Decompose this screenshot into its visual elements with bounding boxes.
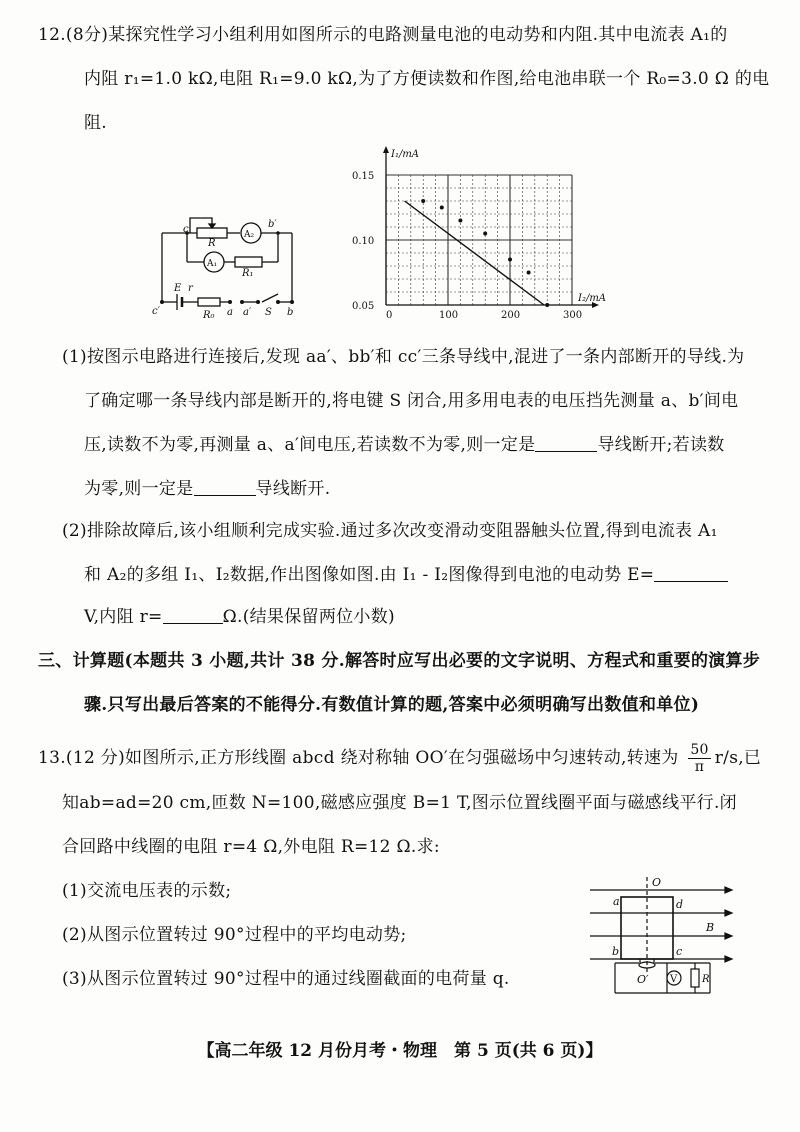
q12-line2: 内阻 r₁=1.0 kΩ,电阻 R₁=9.0 kΩ,为了方便读数和作图,给电池串联一个 R₀=3.0 Ω 的电: [84, 69, 770, 89]
label-c-coil: c: [676, 945, 683, 958]
q13-sub3: (3)从图示位置转过 90°过程中的通过线圈截面的电荷量 q.: [62, 969, 510, 989]
q12-line1: 12.(8分)某探究性学习小组利用如图所示的电路测量电池的电动势和内阻.其中电流表 A₁的: [38, 25, 728, 45]
q12-p1-line4b: 导线断开.: [255, 479, 331, 499]
data-point: [545, 303, 549, 307]
label-r: r: [188, 283, 193, 294]
q12-p2-line3b: Ω.(结果保留两位小数): [222, 607, 395, 627]
label-S: S: [265, 307, 272, 318]
y-tick-label: 0.15: [352, 171, 375, 182]
x-tick-label: 100: [439, 310, 459, 320]
label-R-ext: R: [702, 974, 710, 985]
label-a-prime: a′: [243, 307, 252, 318]
i1-i2-chart: [350, 145, 625, 320]
fraction-denominator: π: [694, 759, 705, 775]
answer-blank-1[interactable]: [535, 435, 597, 452]
q12-p2-line3: [84, 606, 395, 628]
data-point: [421, 199, 425, 203]
rotation-fraction: [688, 742, 710, 775]
q13-line3: 合回路中线圈的电阻 r=4 Ω,外电阻 R=12 Ω.求:: [62, 837, 440, 857]
q12-p2-line1: (2)排除故障后,该小组顺利完成实验.通过多次改变滑动变阻器触头位置,得到电流表 A₁: [62, 521, 718, 541]
answer-blank-emf[interactable]: [654, 565, 728, 582]
y-tick-label: 0.05: [352, 301, 375, 312]
label-c: c: [183, 224, 189, 235]
q12-p1-line4a: 为零,则一定是: [84, 479, 194, 499]
data-point: [440, 206, 444, 210]
data-point: [483, 232, 487, 236]
q13-line1b: r/s,已: [714, 748, 762, 768]
answer-blank-2[interactable]: [194, 479, 256, 496]
data-point: [508, 258, 512, 262]
q13-line1: [38, 742, 761, 775]
q13-line2: 知ab=ad=20 cm,匝数 N=100,磁感应强度 B=1 T,图示位置线圈平面与磁感线平行.闭: [62, 793, 737, 813]
label-b-coil: b: [612, 945, 620, 958]
label-a: a: [227, 307, 233, 318]
q12-p2-line2: [84, 564, 728, 586]
answer-blank-r[interactable]: [163, 607, 223, 624]
label-R1: R₁: [242, 268, 254, 279]
section3-line2: 骤.只写出最后答案的不能得分.有数值计算的题,答案中必须明确写出数值和单位): [84, 695, 700, 715]
q12-p1-line3: [84, 434, 725, 456]
label-d-coil: d: [676, 898, 684, 911]
coil-figure: [585, 875, 735, 1000]
label-R0: R₀: [203, 310, 215, 321]
section3-line1: 三、计算题(本题共 3 小题,共计 38 分.解答时应写出必要的文字说明、方程式和重要的演算步: [38, 651, 761, 671]
label-E: E: [174, 283, 182, 294]
q12-line3: 阻.: [84, 113, 108, 133]
label-O-prime: O′: [637, 973, 649, 986]
y-tick-label: 0.10: [352, 236, 375, 247]
label-b-prime: b′: [268, 219, 277, 230]
label-b: b: [287, 307, 294, 318]
fraction-numerator: 50: [690, 742, 709, 758]
label-O: O: [652, 876, 662, 889]
label-A1: A₁: [207, 259, 218, 269]
x-tick-label: 300: [563, 310, 583, 320]
q12-p2-line3a: V,内阻 r=: [84, 607, 163, 627]
x-axis-label: I₂/mA: [578, 293, 607, 304]
q13-sub2: (2)从图示位置转过 90°过程中的平均电动势;: [62, 925, 407, 945]
data-point: [458, 219, 462, 223]
label-a-coil: a: [613, 895, 620, 908]
label-A2: A₂: [244, 230, 255, 240]
q12-p1-line3a: 压,读数不为零,再测量 a、a′间电压,若读数不为零,则一定是: [84, 435, 536, 455]
label-c-prime: c′: [152, 306, 160, 317]
data-point: [527, 271, 531, 275]
q12-p1-line2: 了确定哪一条导线内部是断开的,将电键 S 闭合,用多用电表的电压挡先测量 a、b′间电: [84, 391, 739, 411]
x-tick-label: 200: [501, 310, 521, 320]
q12-p1-line4: [84, 478, 330, 500]
q12-p1-line1: (1)按图示电路进行连接后,发现 aa′、bb′和 cc′三条导线中,混进了一条内部断开的导线.为: [62, 347, 745, 367]
y-axis-arrow: [383, 146, 389, 153]
label-R: R: [208, 238, 216, 249]
y-axis-label: I₁/mA: [391, 149, 420, 160]
q12-p1-line3b: 导线断开;若读数: [597, 435, 725, 455]
page-footer: 【高二年级 12 月份月考・物理 第 5 页(共 6 页)】: [197, 1041, 603, 1061]
label-V: V: [670, 974, 678, 985]
q13-line1a: 13.(12 分)如图所示,正方形线圈 abcd 绕对称轴 OO′在匀强磁场中匀速转动,转速为: [38, 748, 679, 768]
x-tick-label: 0: [386, 310, 393, 320]
circuit-diagram: [150, 205, 310, 325]
label-B-field: B: [706, 921, 715, 934]
q13-sub1: (1)交流电压表的示数;: [62, 881, 232, 901]
q12-p2-line2-text: 和 A₂的多组 I₁、I₂数据,作出图像如图.由 I₁ - I₂图像得到电池的电动势 E=: [84, 565, 655, 585]
